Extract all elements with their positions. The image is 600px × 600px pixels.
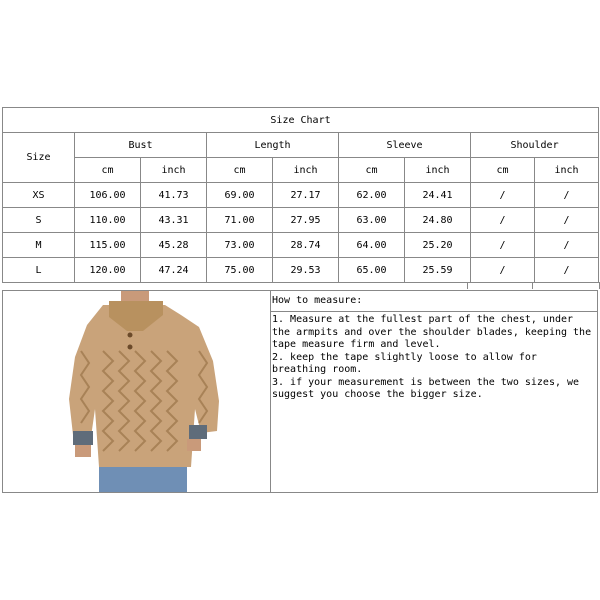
table-cell: 65.00 bbox=[339, 258, 405, 283]
right-hand bbox=[187, 439, 201, 451]
table-row bbox=[3, 208, 599, 233]
size-chart-table bbox=[2, 107, 599, 283]
unit-header: cm bbox=[471, 158, 535, 183]
table-cell: 25.20 bbox=[405, 233, 471, 258]
table-cell: / bbox=[535, 233, 599, 258]
unit-header: inch bbox=[535, 158, 599, 183]
table-cell: 41.73 bbox=[141, 183, 207, 208]
length-header: Length bbox=[207, 133, 339, 158]
size-chart-title: Size Chart bbox=[3, 108, 599, 133]
left-cuff bbox=[73, 431, 93, 445]
unit-header: inch bbox=[273, 158, 339, 183]
table-cell: 71.00 bbox=[207, 208, 273, 233]
measure-step: 3. if your measurement is between the two sizes, we suggest you choose the bigger size. bbox=[272, 376, 580, 400]
table-row bbox=[3, 183, 599, 208]
table-cell: 64.00 bbox=[339, 233, 405, 258]
table-cell: 27.95 bbox=[273, 208, 339, 233]
table-cell: 115.00 bbox=[75, 233, 141, 258]
right-cuff bbox=[189, 425, 207, 439]
table-cell: 28.74 bbox=[273, 233, 339, 258]
table-cell: 24.41 bbox=[405, 183, 471, 208]
unit-header: inch bbox=[405, 158, 471, 183]
table-cell: / bbox=[535, 208, 599, 233]
button-icon bbox=[128, 333, 133, 338]
shoulder-header: Shoulder bbox=[471, 133, 599, 158]
size-label: XS bbox=[3, 183, 75, 208]
measure-section bbox=[2, 290, 598, 493]
unit-header: inch bbox=[141, 158, 207, 183]
unit-header: cm bbox=[75, 158, 141, 183]
how-to-measure-heading: How to measure: bbox=[271, 291, 598, 312]
table-cell: 25.59 bbox=[405, 258, 471, 283]
sleeve-header: Sleeve bbox=[339, 133, 471, 158]
table-cell: 63.00 bbox=[339, 208, 405, 233]
table-divider bbox=[467, 282, 600, 289]
table-cell: 110.00 bbox=[75, 208, 141, 233]
measure-step: 1. Measure at the fullest part of the chest, under the armpits and over the shoulder blades, keeping the tape measure firm and level. bbox=[272, 314, 592, 350]
table-cell: / bbox=[535, 258, 599, 283]
table-cell: 45.28 bbox=[141, 233, 207, 258]
table-cell: / bbox=[471, 233, 535, 258]
table-cell: / bbox=[471, 258, 535, 283]
bust-header: Bust bbox=[75, 133, 207, 158]
product-photo bbox=[3, 291, 271, 492]
table-cell: 106.00 bbox=[75, 183, 141, 208]
table-cell: 27.17 bbox=[273, 183, 339, 208]
size-label: S bbox=[3, 208, 75, 233]
table-cell: 69.00 bbox=[207, 183, 273, 208]
table-cell: / bbox=[535, 183, 599, 208]
size-label: M bbox=[3, 233, 75, 258]
table-cell: / bbox=[471, 183, 535, 208]
size-column-header: Size bbox=[3, 133, 75, 183]
table-cell: 43.31 bbox=[141, 208, 207, 233]
unit-header: cm bbox=[207, 158, 273, 183]
measure-step: 2. keep the tape slightly loose to allow for breathing room. bbox=[272, 351, 537, 375]
button-icon bbox=[128, 345, 133, 350]
size-label: L bbox=[3, 258, 75, 283]
table-cell: 47.24 bbox=[141, 258, 207, 283]
table-cell: 62.00 bbox=[339, 183, 405, 208]
table-cell: 120.00 bbox=[75, 258, 141, 283]
table-row bbox=[3, 258, 599, 283]
sweater-model-illustration bbox=[3, 291, 270, 492]
table-row bbox=[3, 233, 599, 258]
table-cell: 29.53 bbox=[273, 258, 339, 283]
table-cell: 24.80 bbox=[405, 208, 471, 233]
unit-header: cm bbox=[339, 158, 405, 183]
how-to-measure-steps bbox=[271, 312, 596, 402]
table-cell: 73.00 bbox=[207, 233, 273, 258]
left-hand bbox=[75, 445, 91, 457]
table-cell: / bbox=[471, 208, 535, 233]
table-cell: 75.00 bbox=[207, 258, 273, 283]
